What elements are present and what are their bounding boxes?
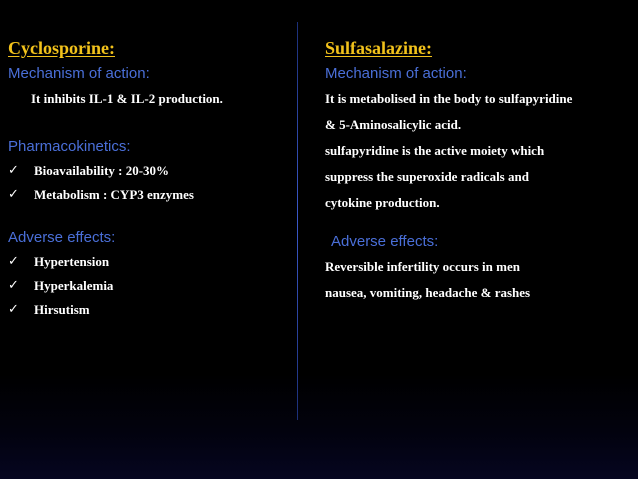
- sulfasalazine-adverse-heading: Adverse effects:: [331, 233, 439, 250]
- sulfasalazine-mechanism-line: sulfapyridine is the active moiety which: [325, 143, 545, 158]
- cyclosporine-column: [8, 34, 290, 322]
- sulfasalazine-mechanism-line: & 5-Aminosalicylic acid.: [325, 117, 462, 132]
- cyclosporine-adverse-item: [8, 274, 290, 298]
- sulfasalazine-adverse-line: Reversible infertility occurs in men: [325, 259, 520, 274]
- cyclosporine-pk-item: [8, 159, 290, 183]
- cyclosporine-adverse-item: [8, 250, 290, 274]
- sulfasalazine-adverse-line: nausea, vomiting, headache & rashes: [325, 285, 531, 300]
- checkmark-icon: ✓: [8, 278, 19, 293]
- sulfasalazine-mechanism-line: suppress the superoxide radicals and: [325, 169, 529, 184]
- cyclosporine-pk-item: [8, 183, 290, 207]
- sulfasalazine-mechanism-line: cytokine production.: [325, 195, 440, 210]
- sulfasalazine-title: Sulfasalazine:: [325, 38, 433, 58]
- sulfasalazine-mechanism-heading: Mechanism of action:: [325, 65, 467, 82]
- cyclosporine-title: Cyclosporine:: [8, 38, 115, 58]
- column-divider: [297, 22, 298, 420]
- cyclosporine-adverse-item-label: Hyperkalemia: [34, 278, 114, 293]
- cyclosporine-adverse-item: [8, 298, 290, 322]
- checkmark-icon: ✓: [8, 163, 19, 178]
- cyclosporine-pk-item-label: Bioavailability : 20-30%: [34, 163, 170, 178]
- cyclosporine-adverse-item-label: Hirsutism: [34, 302, 90, 317]
- checkmark-icon: ✓: [8, 254, 19, 269]
- cyclosporine-pk-heading: Pharmacokinetics:: [8, 138, 131, 155]
- cyclosporine-adverse-heading: Adverse effects:: [8, 229, 116, 246]
- sulfasalazine-column: [325, 34, 635, 306]
- checkmark-icon: ✓: [8, 187, 19, 202]
- checkmark-icon: ✓: [8, 302, 19, 317]
- cyclosporine-mechanism-text: It inhibits IL-1 & IL-2 production.: [31, 91, 223, 106]
- cyclosporine-pk-item-label: Metabolism : CYP3 enzymes: [34, 187, 194, 202]
- sulfasalazine-mechanism-line: It is metabolised in the body to sulfapyridine: [325, 91, 573, 106]
- cyclosporine-mechanism-heading: Mechanism of action:: [8, 65, 150, 82]
- cyclosporine-adverse-item-label: Hypertension: [34, 254, 110, 269]
